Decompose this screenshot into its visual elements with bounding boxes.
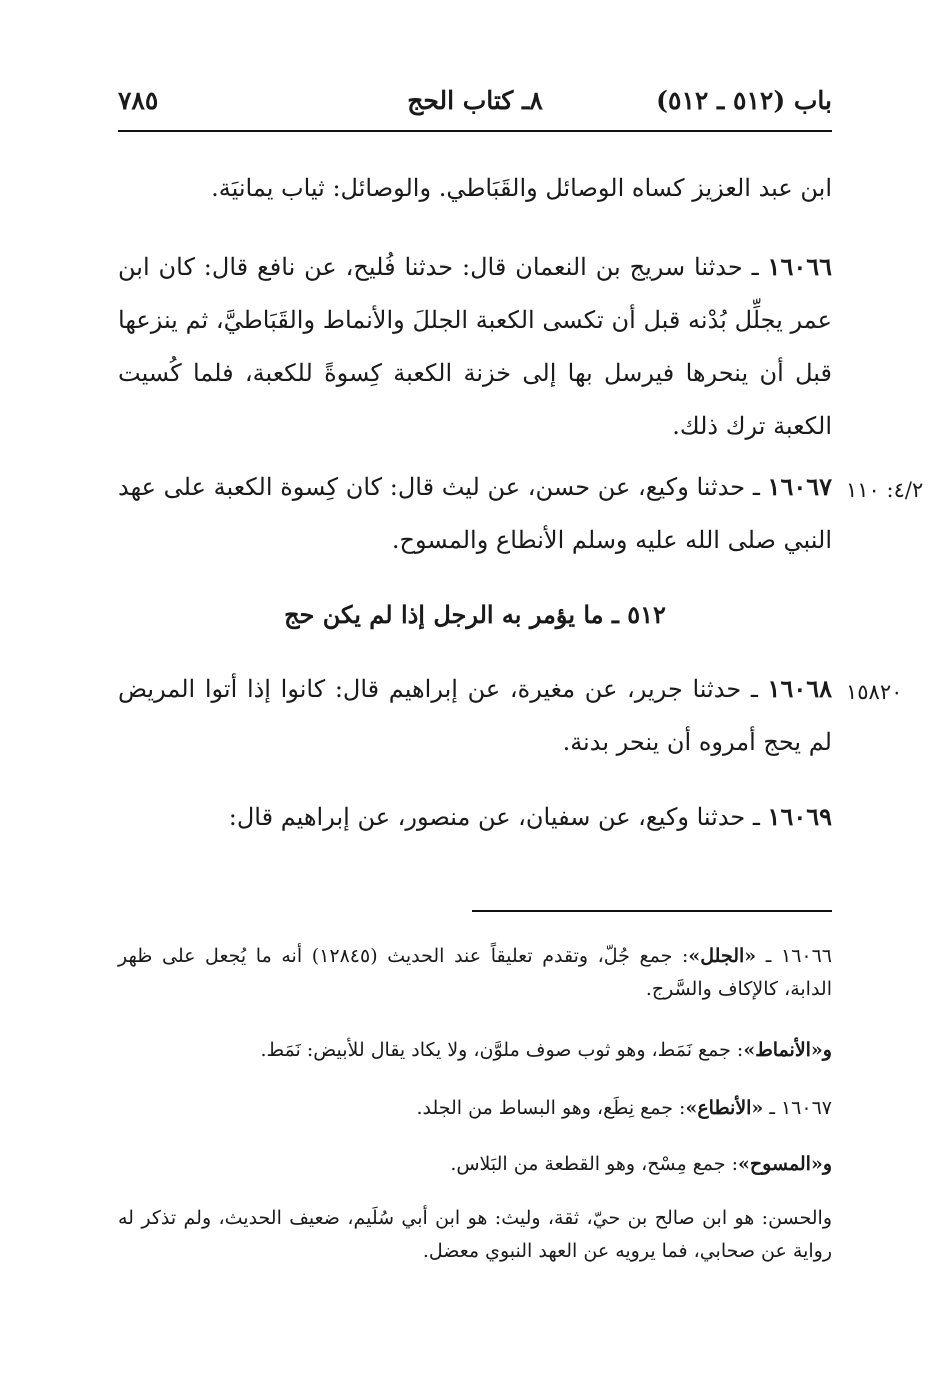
header-chapter: باب (٥١٢ ـ ٥١٢) xyxy=(656,85,832,115)
footnote-masuh xyxy=(118,1148,832,1181)
footnote-hasan-layth xyxy=(118,1202,832,1268)
hadith-number: ١٦٠٦٦ xyxy=(767,252,832,281)
header-book-title: ٨ـ كتاب الحج xyxy=(407,85,543,115)
hadith-16066 xyxy=(118,240,832,453)
header-rule xyxy=(118,130,832,132)
hadith-text: ـ حدثنا وكيع، عن حسن، عن ليث قال: كان كِسوة الكعبة على عهد النبي صلى الله عليه وسلم الأنطاع والمسوح. xyxy=(118,473,832,554)
footnote-text: : جمع نِطَع، وهو البساط من الجلد. xyxy=(416,1097,686,1119)
hadith-text: ـ حدثنا وكيع، عن سفيان، عن منصور، عن إبراهيم قال: xyxy=(228,803,768,831)
footnote-term: «الأنطاع» xyxy=(685,1097,764,1119)
margin-reference: ٤/٢: ١١٠ xyxy=(846,478,924,502)
paragraph-text: ابن عبد العزيز كساه الوصائل والقَبَاطي. والوصائل: ثياب يمانيَة. xyxy=(211,174,832,202)
footnote-16066 xyxy=(118,940,832,1006)
hadith-text: ـ حدثنا سريج بن النعمان قال: حدثنا فُليح، عن نافع قال: كان ابن عمر يجلِّل بُدْنه قبل أن تكسى الكعبة الجللَ والأنماط والقَبَاطيَّ، ثم ينزعها قبل أن ينحرها فيرسل بها إلى خزنة الكعبة كِسوةً للكعبة، فلما كُسيت الكعبة ترك ذلك. xyxy=(118,253,832,440)
hadith-number: ١٦٠٦٩ xyxy=(767,802,832,831)
hadith-text: ـ حدثنا جرير، عن مغيرة، عن إبراهيم قال: كانوا إذا أتوا المريض لم يحج أمروه أن ينحر بدنة. xyxy=(118,675,832,756)
hadith-number: ١٦٠٦٨ xyxy=(767,674,832,703)
footnote-text: : جمع مِسْح، وهو القطعة من البَلاس. xyxy=(450,1153,738,1175)
footnote-number: ١٦٠٦٦ ـ xyxy=(756,945,833,967)
footnote-term: «الجلل» xyxy=(688,945,757,967)
footnote-16067 xyxy=(118,1092,832,1125)
footnote-text: : جمع نَمَط، وهو ثوب صوف ملوَّن، ولا يكاد يقال للأبيض: نَمَط. xyxy=(260,1039,744,1061)
page-header xyxy=(118,78,832,122)
footnote-number: ١٦٠٦٧ ـ xyxy=(763,1097,832,1119)
footnote-anmat xyxy=(118,1034,832,1067)
margin-reference: ١٥٨٢٠ xyxy=(846,680,903,704)
footnote-rule xyxy=(472,910,832,912)
hadith-number: ١٦٠٦٧ xyxy=(767,472,832,501)
hadith-16067 xyxy=(118,460,832,567)
hadith-16068 xyxy=(118,662,832,769)
footnote-text: والحسن: هو ابن صالح بن حيّ، ثقة، وليث: هو ابن أبي سُلَيم، ضعيف الحديث، ولم تذكر له رواية عن صحابي، فما يرويه عن العهد النبوي معضل. xyxy=(118,1207,832,1262)
footnote-text: : جمع جُلّ، وتقدم تعليقاً عند الحديث (١٢٨٤٥) أنه ما يُجعل على ظهر الدابة، كالإكاف والسَّرج. xyxy=(118,945,832,1000)
section-heading: ٥١٢ ـ ما يؤمر به الرجل إذا لم يكن حج xyxy=(284,600,666,629)
page-number: ٧٨٥ xyxy=(118,85,159,115)
paragraph-continuation xyxy=(118,162,832,215)
footnote-term: و«الأنماط» xyxy=(743,1039,832,1061)
footnote-term: و«المسوح» xyxy=(737,1153,832,1175)
hadith-16069 xyxy=(118,790,832,844)
